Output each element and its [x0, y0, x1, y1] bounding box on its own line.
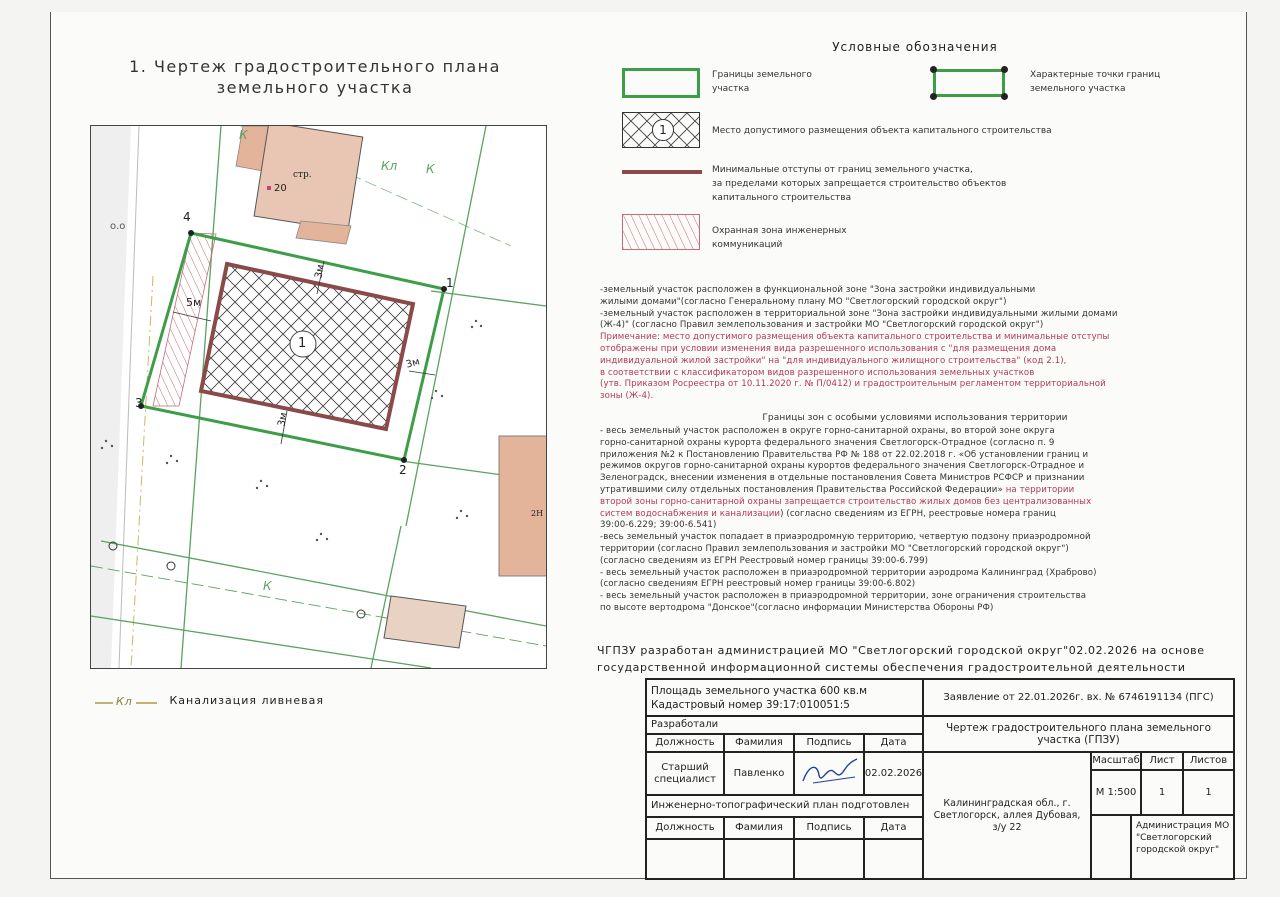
zone-note-line: - весь земельный участок расположен в приаэродромной территории, зоне ограничения строительства	[600, 591, 1087, 602]
zones-heading: Границы зон с особыми условиями использования территории	[762, 413, 1068, 423]
legend-points-swatch	[930, 66, 1008, 100]
stamp-surname-value: Павленко	[724, 752, 794, 795]
stamp-h-scale: Масштаб	[1091, 752, 1141, 770]
stamp-doc-title: Чертеж градостроительного плана земельного участка (ГПЗУ)	[923, 716, 1234, 752]
setback-3m-bottom-label: 3м	[276, 411, 290, 428]
note-line: жилыми домами"(согласно Генеральному плану МО "Светлогорский городской округ")	[600, 296, 1007, 307]
legend-boundary-swatch	[622, 68, 700, 98]
legend-title: Условные обозначения	[832, 40, 998, 54]
remark-line: в соответствии с классификатором видов разрешенного использования земельных участков	[600, 367, 1035, 378]
dots-label: о.о	[110, 221, 126, 232]
drawing-title	[100, 56, 530, 98]
zone-note-line: (согласно сведениям ЕГРН реестровый номер границы 39:00-6.802)	[600, 579, 916, 590]
sewer-legend	[95, 694, 324, 708]
remark-line: зоны (Ж-4).	[600, 391, 654, 402]
legend-setback-text-line2: за пределами которых запрещается строительство объектов	[712, 179, 1007, 189]
legend-setback-text-line1: Минимальные отступы от границ земельного участка,	[712, 165, 973, 175]
stamp-area: Площадь земельного участка 600 кв.м	[651, 685, 868, 697]
sewer-legend-symbol-text: Кл	[113, 695, 136, 708]
signature-mark	[799, 757, 859, 791]
stamp-h-date: Дата	[864, 734, 923, 752]
zone-note-part-red: на территории	[1002, 484, 1075, 495]
stamp-empty	[724, 839, 794, 879]
setback-5m-label: 5м	[186, 296, 202, 309]
legend-points-text: Характерные точки границ земельного участка	[1030, 70, 1161, 94]
stamp-sheet-value: 1	[1141, 770, 1183, 815]
zone-note-part: утратившими силу отдельных постановления Правительства Российской Федерации»	[600, 484, 1003, 495]
setback-3m-right-label: 3м	[404, 356, 422, 371]
footer-text	[597, 642, 1205, 676]
stamp-h-signature: Подпись	[794, 734, 864, 752]
note-line: -земельный участок расположен в функциональной зоне "Зона застройки индивидуальными	[600, 285, 1036, 295]
stamp-h-position2: Должность	[646, 817, 724, 839]
legend-setback-text	[712, 163, 1006, 205]
zone-note-line	[600, 485, 1097, 497]
point-3-label: 3	[135, 396, 143, 410]
zone-note-line: территории (согласно Правил землепользования и застройки МО "Светлогорский городской округ")	[600, 543, 1069, 554]
legend-protect-swatch	[622, 214, 700, 250]
footer-line1: ЧГПЗУ разработан администрацией МО "Светлогорский городской округ"02.02.2026 на основе	[597, 644, 1205, 657]
zone-note-line: 39:00-6.229; 39:00-6.541)	[600, 520, 717, 531]
building-right	[499, 436, 546, 576]
stamp-empty	[1091, 815, 1131, 879]
title-block	[645, 678, 1235, 880]
stamp-address: Калининградская обл., г. Светлогорск, аллея Дубовая, з/у 22	[923, 752, 1091, 879]
stamp-h-signature2: Подпись	[794, 817, 864, 839]
stamp-developed: Разработали	[646, 716, 923, 734]
stamp-area-cell	[646, 679, 923, 716]
plot-map	[90, 125, 547, 669]
note-line: -земельный участок расположен в территориальной зоне "Зона застройки индивидуальными жилыми домами	[600, 308, 1118, 319]
stamp-admin: Администрация МО "Светлогорский городской округ"	[1131, 815, 1234, 879]
stamp-empty	[794, 839, 864, 879]
stamp-sheets-value: 1	[1183, 770, 1234, 815]
point-4-label: 4	[183, 210, 191, 224]
stamp-empty	[864, 839, 923, 879]
zone-note-line: горно-санитарной охраны курорта федерального значения Светлогорск-Отрадное (согласно п. 9	[600, 437, 1055, 448]
zone-note-part: ) (согласно сведениям из ЕГРН, реестровые номера границ	[780, 508, 1056, 519]
legend-zone-number: 1	[652, 119, 674, 141]
sewer-legend-symbol	[95, 695, 157, 708]
stamp-h-date2: Дата	[864, 817, 923, 839]
shed	[384, 596, 466, 648]
stamp-scale-value: М 1:500	[1091, 770, 1141, 815]
stamp-h-surname2: Фамилия	[724, 817, 794, 839]
legend-zone-swatch	[622, 112, 700, 148]
stamp-cadastral: Кадастровый номер 39:17:010051:5	[651, 699, 850, 711]
zone-note-line: Зеленоградск, внесении изменения в отдельные постановления Совета Министров РСФСР и признании	[600, 473, 1085, 484]
zone-note-line: - весь земельный участок расположен в приаэродромной территории аэродрома Калининград (Храброво)	[600, 567, 1097, 578]
stamp-h-position: Должность	[646, 734, 724, 752]
stamp-survey: Инженерно-топографический план подготовлен	[646, 795, 923, 817]
setback-3m-top-label: 3м	[313, 263, 327, 280]
stamp-position-value: Старший специалист	[646, 752, 724, 795]
stamp-h-surname: Фамилия	[724, 734, 794, 752]
zone-note-line-red: второй зоны горно-санитарной охраны запрещается строительство жилых домов без централизованных	[600, 496, 1092, 507]
network-k-label-top: К	[426, 162, 435, 176]
remark-line: (утв. Приказом Росреестра от 10.11.2020 г. № П/0412) и градостроительным регламентом территориальной	[600, 379, 1106, 390]
zone-note-line: -весь земельный участок попадает в приаэродромную территорию, четвертую подзону приаэродромной	[600, 532, 1091, 543]
network-k-label-bottom: К	[263, 579, 272, 593]
legend-setback-text-line3: капитального строительства	[712, 193, 852, 203]
stamp-application: Заявление от 22.01.2026г. вх. № 6746191134 (ПГС)	[923, 679, 1234, 716]
remark-line: отображены при условии изменения вида разрешенного использования с "для размещения дома	[600, 343, 1057, 354]
zone-note-line: по высоте вертодрома "Донское"(согласно информации Министерства Обороны РФ)	[600, 602, 994, 613]
network-k-label-corner: К	[239, 128, 248, 142]
footer-line2: государственной информационной системы обеспечения градостроительной деятельности	[597, 661, 1186, 674]
sewer-legend-text: Канализация ливневая	[169, 694, 324, 707]
legend-zone-text: Место допустимого размещения объекта капитального строительства	[712, 126, 1052, 136]
stamp-signature	[794, 752, 864, 795]
remark-line: индивидуальной жилой застройки" на "для индивидуального жилищного строительства" (код 2.1),	[600, 355, 1067, 366]
zones-block	[600, 426, 1097, 615]
notes-block	[600, 285, 1118, 403]
zone-note-line: режимов округов горно-санитарной охраны курортов федерального значения Светлогорск-Отрадное и	[600, 461, 1085, 472]
zone-note-line: (согласно сведениям из ЕГРН Реестровый номер границы 39:00-6.799)	[600, 555, 929, 566]
road-area	[91, 126, 131, 668]
zone-note-line: приложения №2 к Постановлению Правительства РФ № 188 от 22.02.2018 г. «Об установлении границ и	[600, 449, 1089, 460]
zone-note-line: - весь земельный участок расположен в округе горно-санитарной охраны, во второй зоне округа	[600, 426, 1055, 436]
stamp-date-value: 02.02.2026	[864, 752, 923, 795]
network-kl-label: Кл	[381, 159, 398, 173]
legend-setback-line	[622, 170, 702, 174]
zone-note-line	[600, 509, 1097, 521]
legend-protect-text: Охранная зона инженерных коммуникаций	[712, 226, 847, 250]
stamp-h-sheet: Лист	[1141, 752, 1183, 770]
stamp-empty	[646, 839, 724, 879]
remark-line: Примечание: место допустимого размещения объекта капитального строительства и минимальные отступы	[600, 332, 1110, 343]
building-number: 20	[274, 183, 287, 194]
drawing-title-line2: земельного участка	[216, 78, 414, 97]
building-label: стр.	[293, 170, 312, 180]
note-line: (Ж-4)" (согласно Правил землепользования и застройки МО "Светлогорский городской округ")	[600, 320, 1044, 331]
drawing-title-line1: 1. Чертеж градостроительного плана	[129, 57, 501, 76]
legend-boundary-text: Границы земельного участка	[712, 70, 812, 94]
point-1-label: 1	[446, 276, 454, 290]
zone-number: 1	[298, 336, 307, 351]
point-2-label: 2	[399, 463, 407, 477]
plot-map-svg	[91, 126, 546, 668]
zone-note-part-red: систем водоснабжения и канализации	[600, 508, 781, 519]
building-right-label: 2Н	[531, 509, 544, 518]
stamp-h-sheets: Листов	[1183, 752, 1234, 770]
